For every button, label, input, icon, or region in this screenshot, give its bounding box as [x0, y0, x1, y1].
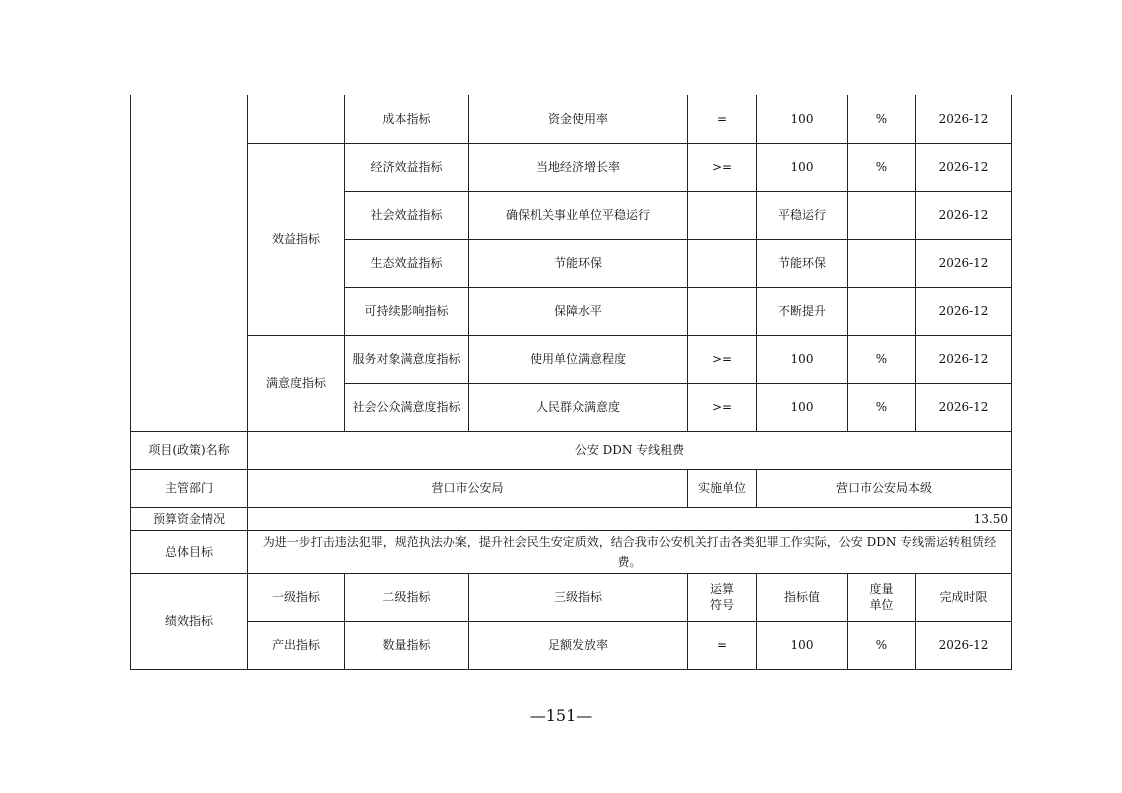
continued-cell	[131, 95, 248, 431]
budget-label: 预算资金情况	[131, 507, 248, 530]
operator-cell	[688, 287, 757, 335]
level3-cell: 人民群众满意度	[469, 383, 688, 431]
table-row	[131, 507, 1012, 530]
deadline-cell: 2026-12	[916, 335, 1012, 383]
benefit-indicator-label: 效益指标	[248, 143, 345, 335]
level2-cell: 社会公众满意度指标	[345, 383, 469, 431]
table-row	[131, 469, 1012, 507]
level3-cell: 节能环保	[469, 239, 688, 287]
unit-cell	[848, 287, 916, 335]
continued-level1-cell	[248, 95, 345, 143]
level3-cell: 确保机关事业单位平稳运行	[469, 191, 688, 239]
table-row	[131, 143, 1012, 191]
deadline-cell: 2026-12	[916, 143, 1012, 191]
overall-goal-value: 为进一步打击违法犯罪，规范执法办案，提升社会民生安定质效，结合我市公安机关打击各类犯罪工作实际，公安 DDN 专线需运转租赁经费。	[248, 530, 1012, 573]
header-level3: 三级指标	[469, 573, 688, 621]
level2-cell: 经济效益指标	[345, 143, 469, 191]
header-value: 指标值	[757, 573, 848, 621]
deadline-cell: 2026-12	[916, 95, 1012, 143]
unit-cell: %	[848, 383, 916, 431]
level2-cell: 服务对象满意度指标	[345, 335, 469, 383]
value-cell: 不断提升	[757, 287, 848, 335]
level1-cell: 产出指标	[248, 621, 345, 669]
implementing-unit-label: 实施单位	[688, 469, 757, 507]
value-cell: 节能环保	[757, 239, 848, 287]
value-cell: 100	[757, 95, 848, 143]
unit-cell: %	[848, 335, 916, 383]
unit-cell: %	[848, 95, 916, 143]
level2-cell: 可持续影响指标	[345, 287, 469, 335]
operator-cell: =	[688, 621, 757, 669]
deadline-cell: 2026-12	[916, 383, 1012, 431]
header-level1: 一级指标	[248, 573, 345, 621]
operator-cell: >=	[688, 143, 757, 191]
budget-value: 13.50	[248, 507, 1012, 530]
performance-table	[130, 95, 1012, 670]
header-unit	[848, 573, 916, 621]
level2-cell: 成本指标	[345, 95, 469, 143]
header-operator-line1: 运算	[709, 582, 734, 596]
unit-cell: %	[848, 621, 916, 669]
value-cell: 100	[757, 621, 848, 669]
operator-cell: >=	[688, 335, 757, 383]
value-cell: 平稳运行	[757, 191, 848, 239]
table-row	[131, 431, 1012, 469]
table-header-row	[131, 573, 1012, 621]
table-row	[131, 530, 1012, 573]
operator-cell	[688, 239, 757, 287]
header-operator-line2: 符号	[709, 598, 734, 612]
unit-cell	[848, 191, 916, 239]
header-unit-line1: 度量	[869, 582, 894, 596]
deadline-cell: 2026-12	[916, 287, 1012, 335]
department-value: 营口市公安局	[248, 469, 688, 507]
level2-cell: 数量指标	[345, 621, 469, 669]
value-cell: 100	[757, 335, 848, 383]
table-row	[131, 95, 1012, 143]
header-level2: 二级指标	[345, 573, 469, 621]
project-name-value: 公安 DDN 专线租费	[248, 431, 1012, 469]
level3-cell: 当地经济增长率	[469, 143, 688, 191]
project-name-label: 项目(政策)名称	[131, 431, 248, 469]
level3-cell: 足额发放率	[469, 621, 688, 669]
operator-cell: =	[688, 95, 757, 143]
value-cell: 100	[757, 143, 848, 191]
performance-indicator-label: 绩效指标	[131, 573, 248, 669]
operator-cell: >=	[688, 383, 757, 431]
page-number: —151—	[529, 706, 593, 725]
overall-goal-label: 总体目标	[131, 530, 248, 573]
deadline-cell: 2026-12	[916, 239, 1012, 287]
deadline-cell: 2026-12	[916, 191, 1012, 239]
table-row	[131, 335, 1012, 383]
level3-cell: 使用单位满意程度	[469, 335, 688, 383]
level2-cell: 社会效益指标	[345, 191, 469, 239]
implementing-unit-value: 营口市公安局本级	[757, 469, 1012, 507]
level2-cell: 生态效益指标	[345, 239, 469, 287]
satisfaction-indicator-label: 满意度指标	[248, 335, 345, 431]
operator-cell	[688, 191, 757, 239]
header-unit-line2: 单位	[869, 598, 894, 612]
department-label: 主管部门	[131, 469, 248, 507]
table-row	[131, 621, 1012, 669]
level3-cell: 资金使用率	[469, 95, 688, 143]
header-operator	[688, 573, 757, 621]
header-deadline: 完成时限	[916, 573, 1012, 621]
deadline-cell: 2026-12	[916, 621, 1012, 669]
unit-cell	[848, 239, 916, 287]
value-cell: 100	[757, 383, 848, 431]
unit-cell: %	[848, 143, 916, 191]
level3-cell: 保障水平	[469, 287, 688, 335]
